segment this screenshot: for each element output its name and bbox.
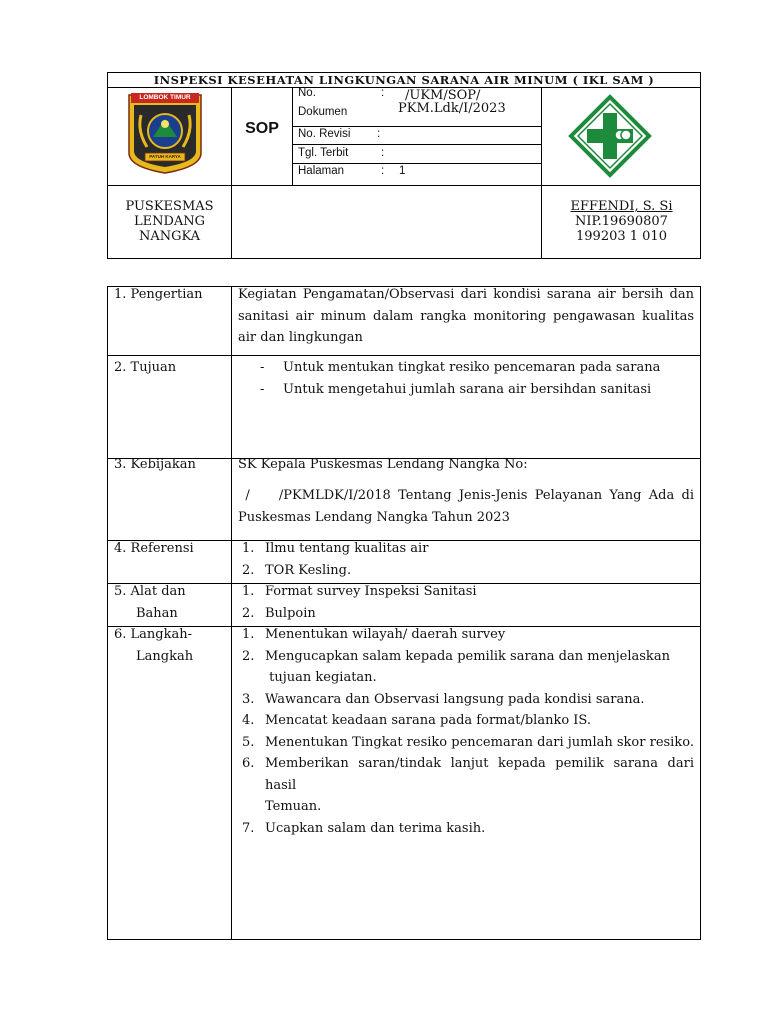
kebijakan-line-2: / /PKMLDK/I/2018 Tentang Jenis-Jenis Pelayanan Yang Ada di Puskesmas Lendang Nangka Tahun 2023 xyxy=(238,488,699,525)
row2-num: 2. xyxy=(114,360,127,375)
field-revisi-label: No. Revisi xyxy=(298,128,351,140)
row6-label-2: Langkah xyxy=(136,648,194,664)
lombok-timur-logo xyxy=(125,91,205,175)
kebijakan-line-1: SK Kepala Puskesmas Lendang Nangka No: xyxy=(238,457,528,472)
field-revisi-sep: : xyxy=(377,128,381,140)
field-no-value: /UKM/SOP/ xyxy=(405,88,481,103)
puskesmas-cross-icon xyxy=(568,94,652,178)
field-halaman-sep: : xyxy=(381,165,385,177)
row3-label: Kebijakan xyxy=(130,457,196,472)
row1-label: Pengertian xyxy=(130,287,203,302)
regency-emblem-icon xyxy=(125,91,205,175)
field-halaman-label: Halaman xyxy=(298,165,345,177)
row5-num: 5. xyxy=(114,584,127,599)
logo-ribbon-text: PATUH KARYA xyxy=(149,154,181,159)
field-terbit-label: Tgl. Terbit xyxy=(298,147,349,159)
list-item: 2. TOR Kesling. xyxy=(242,562,352,578)
org-line-2: LENDANG xyxy=(133,214,206,229)
row4-label: Referensi xyxy=(130,541,194,556)
row6-num: 6. xyxy=(114,627,127,642)
field-dokumen-value: PKM.Ldk/I/2023 xyxy=(398,101,506,116)
list-item: 5. Menentukan Tingkat resiko pencemaran dari jumlah skor resiko. xyxy=(242,734,694,750)
list-item: 4. Mencatat keadaan sarana pada format/blanko IS. xyxy=(242,713,591,728)
field-no-sep: : xyxy=(381,87,385,99)
signer-nip-2: 199203 1 010 xyxy=(576,229,667,244)
row4-num: 4. xyxy=(114,541,127,556)
list-item: 1. Ilmu tentang kualitas air xyxy=(242,541,429,556)
row6-label-1: Langkah- xyxy=(130,627,193,642)
field-halaman-value: 1 xyxy=(399,165,406,177)
list-item: 1. Format survey Inspeksi Sanitasi xyxy=(242,584,477,599)
puskesmas-logo xyxy=(568,94,652,178)
list-item: 3. Wawancara dan Observasi langsung pada kondisi sarana. xyxy=(242,691,645,707)
logo-banner-text: LOMBOK TIMUR xyxy=(139,94,191,101)
alat-list xyxy=(238,581,694,624)
document-title: INSPEKSI KESEHATAN LINGKUNGAN SARANA AIR MINUM ( IKL SAM ) xyxy=(153,73,655,87)
row2-label: Tujuan xyxy=(130,360,177,375)
field-terbit-sep: : xyxy=(381,147,385,159)
signer-nip-1: NIP.19690807 xyxy=(575,214,668,229)
row1-num: 1. xyxy=(114,287,127,302)
field-dokumen-label: Dokumen xyxy=(298,106,348,118)
signer-name: EFFENDI, S. Si xyxy=(570,199,673,214)
org-line-3: NANGKA xyxy=(138,229,201,244)
sop-label: SOP xyxy=(245,120,279,137)
row5-label-1: Alat dan xyxy=(130,584,186,599)
langkah-list xyxy=(238,624,694,839)
row3-num: 3. xyxy=(114,457,127,472)
list-item: 6. Memberikan saran/tindak lanjut kepada pemilik sarana dari hasil Temuan. xyxy=(242,756,694,814)
list-item: 7. Ucapkan salam dan terima kasih. xyxy=(242,820,486,836)
row5-label-2: Bahan xyxy=(136,605,178,621)
org-line-1: PUSKESMAS xyxy=(125,199,214,214)
list-item: - Untuk mentukan tingkat resiko pencemaran pada sarana xyxy=(260,360,661,375)
list-item: - Untuk mengetahui jumlah sarana air bersihdan sanitasi xyxy=(260,381,652,397)
list-item: 1. Menentukan wilayah/ daerah survey xyxy=(242,627,506,642)
tujuan-list xyxy=(238,357,694,400)
list-item: 2. Mengucapkan salam kepada pemilik sarana dan menjelaskan tujuan kegiatan. xyxy=(242,648,670,685)
list-item: 2. Bulpoin xyxy=(242,605,316,621)
pengertian-text: Kegiatan Pengamatan/Observasi dari kondisi sarana air bersih dan sanitasi air minum dalam rangka monitoring pengawasan kualitas air dan lingkungan xyxy=(238,287,694,345)
referensi-list xyxy=(238,538,694,581)
field-no-label: No. xyxy=(298,87,316,99)
